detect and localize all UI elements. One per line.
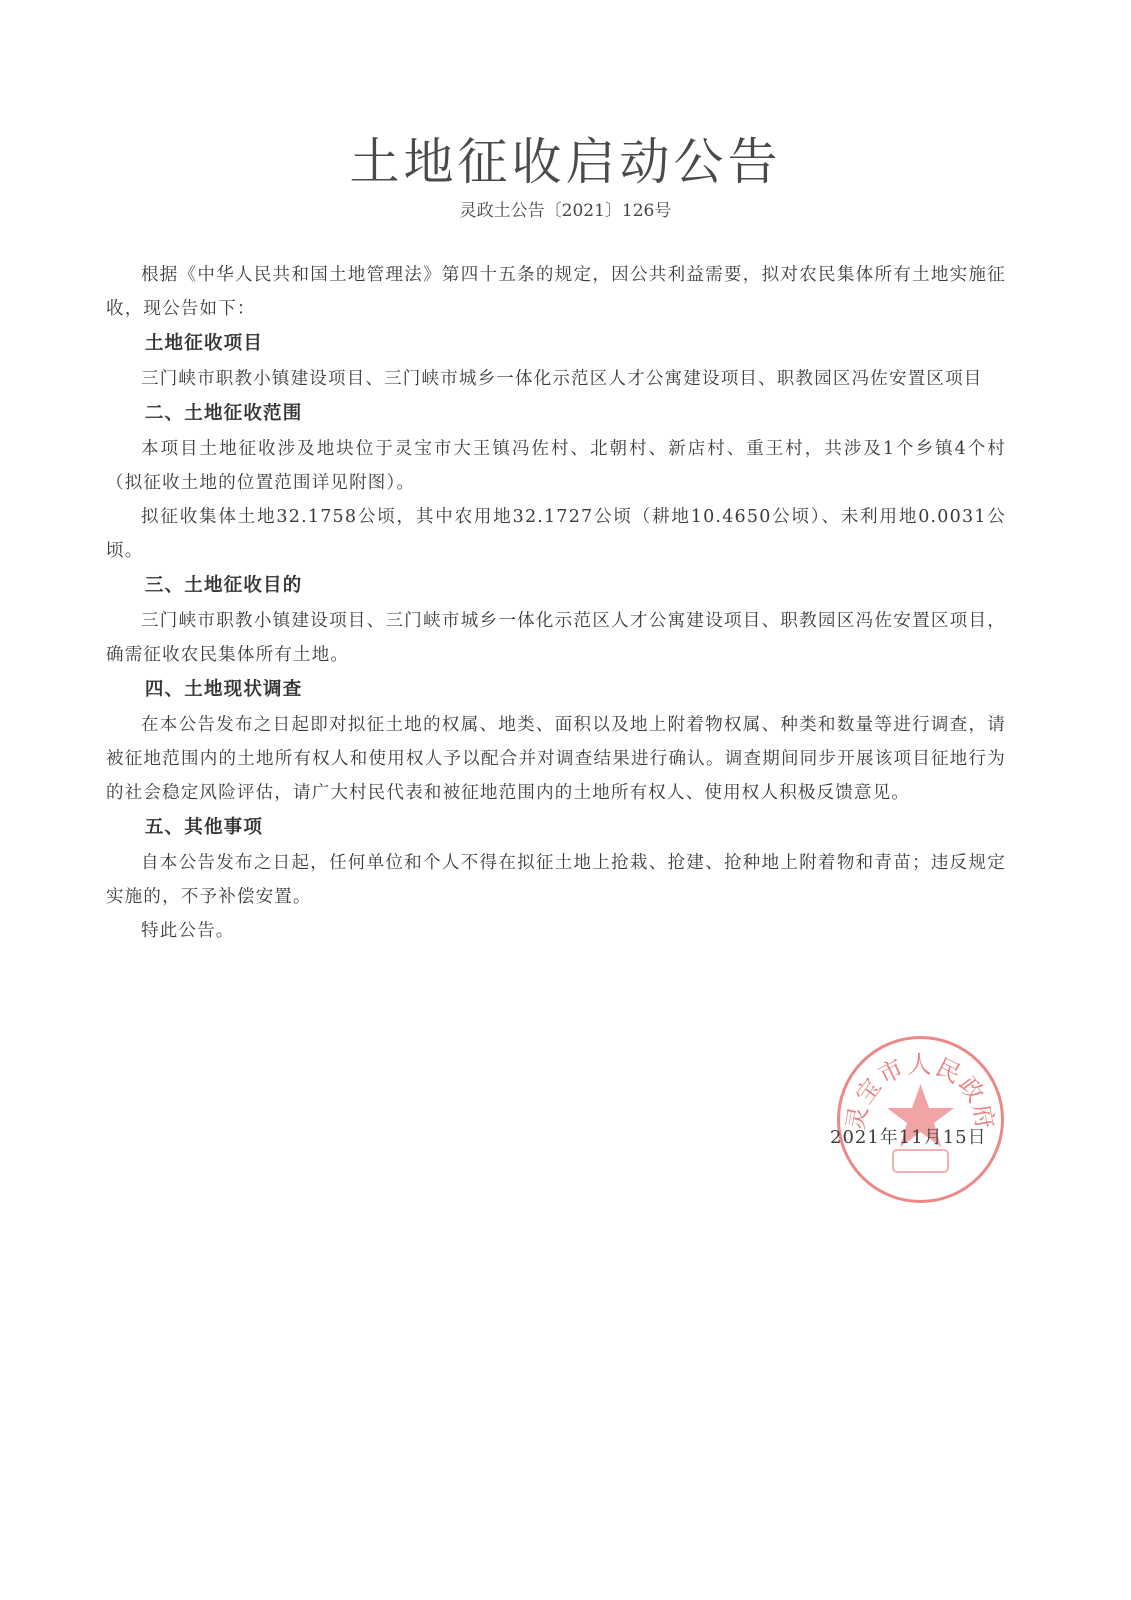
intro-paragraph: 根据《中华人民共和国土地管理法》第四十五条的规定，因公共利益需要，拟对农民集体所有土地实施征收，现公告如下： [106, 265, 1006, 319]
closing-text: 特此公告。 [141, 921, 235, 941]
document-body [106, 258, 1006, 948]
section-paragraph: 在本公告发布之日起即对拟征土地的权属、地类、面积以及地上附着物权属、种类和数量等进行调查，请被征地范围内的土地所有权人和使用权人予以配合并对调查结果进行确认。调查期间同步开展该项目征地行为的社会稳定风险评估，请广大村民代表和被征地范围内的土地所有权人、使用权人积极反馈意见。 [106, 715, 1006, 803]
document-number: 灵政土公告〔2021〕126号 [459, 201, 672, 221]
page-title: 土地征收启动公告 [349, 133, 782, 191]
section-paragraph: 拟征收集体土地32.1758公顷，其中农用地32.1727公顷（耕地10.4650公顷）、未利用地0.0031公顷。 [106, 507, 1006, 561]
section-paragraph: 三门峡市职教小镇建设项目、三门峡市城乡一体化示范区人才公寓建设项目、职教园区冯佐安置区项目 [141, 369, 983, 389]
section-heading: 二、土地征收范围 [144, 403, 303, 424]
section-paragraph: 自本公告发布之日起，任何单位和个人不得在拟征土地上抢栽、抢建、抢种地上附着物和青苗；违反规定实施的，不予补偿安置。 [106, 853, 1006, 907]
signing-date: 2021年11月15日 [830, 1127, 987, 1148]
official-seal-icon [833, 1032, 1008, 1207]
section-heading: 四、土地现状调查 [144, 679, 303, 700]
section-paragraph: 本项目土地征收涉及地块位于灵宝市大王镇冯佐村、北朝村、新店村、重王村，共涉及1个乡镇4个村（拟征收土地的位置范围详见附图）。 [106, 439, 1006, 493]
section-heading: 三、土地征收目的 [144, 575, 303, 596]
section-heading: 土地征收项目 [144, 333, 264, 354]
seal-text: 灵宝市人民政府 [841, 1050, 1000, 1133]
section-paragraph: 三门峡市职教小镇建设项目、三门峡市城乡一体化示范区人才公寓建设项目、职教园区冯佐安置区项目，确需征收农民集体所有土地。 [106, 611, 1006, 665]
section-heading: 五、其他事项 [144, 817, 264, 838]
